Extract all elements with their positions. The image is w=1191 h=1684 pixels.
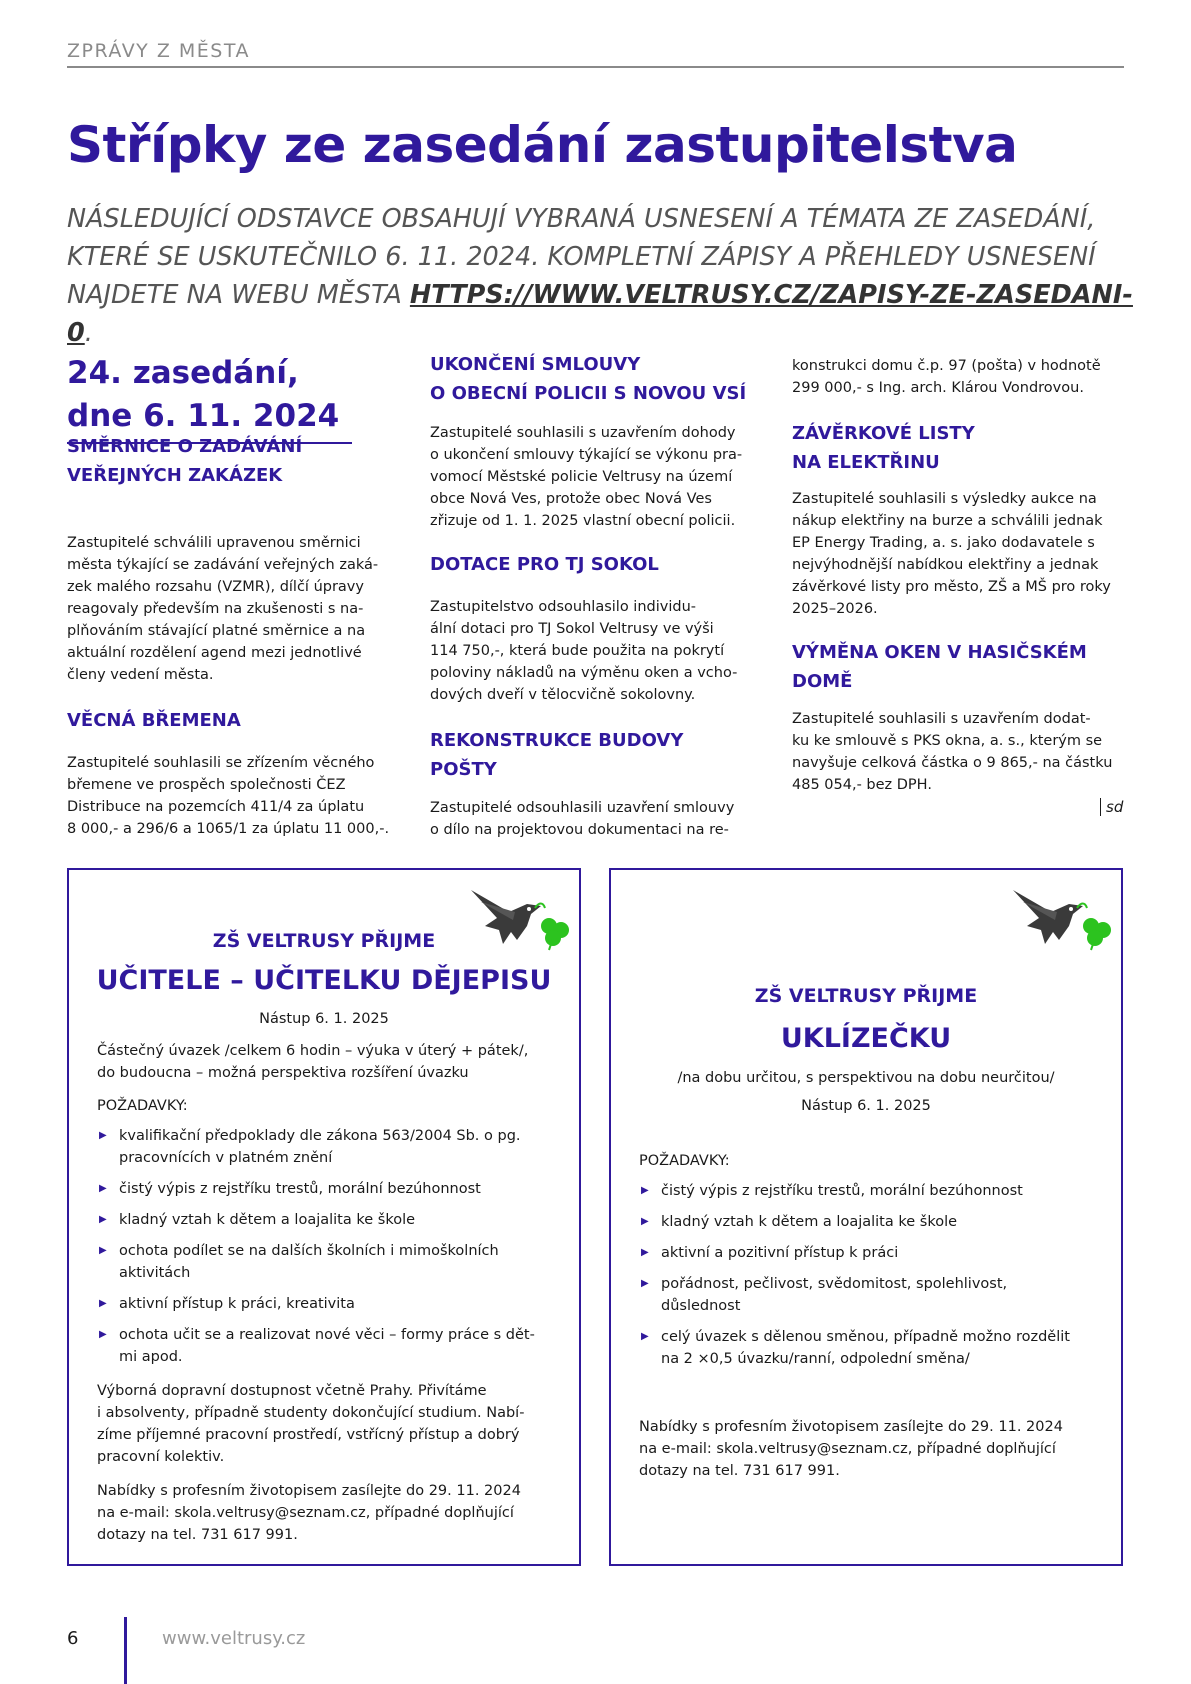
text-line: 2025–2026. [792, 601, 878, 617]
heading-line: REKONSTRUKCE BUDOVY [430, 730, 684, 751]
text-line: do budoucna – možná perspektiva rozšíření úvazku [97, 1065, 469, 1081]
text-line: dotazy na tel. 731 617 991. [639, 1463, 840, 1479]
triangle-bullet-icon: ▶ [99, 1329, 107, 1340]
text-line: dových dveří v tělocvičně sokolovny. [430, 687, 696, 703]
page-number: 6 [67, 1628, 79, 1649]
heading-post-office [430, 726, 683, 784]
text-line: důslednost [661, 1298, 741, 1314]
heading-line: POŠTY [430, 759, 497, 780]
paragraph-police-contract [430, 422, 742, 532]
session-date: dne 6. 11. 2024 [67, 398, 340, 434]
text-line: pracovní kolektiv. [97, 1449, 225, 1465]
list-item [639, 1242, 1101, 1264]
list-item [97, 1125, 559, 1169]
intro-line: KTERÉ SE USKUTEČNILO 6. 11. 2024. KOMPLETNÍ ZÁPISY A PŘEHLEDY USNESENÍ [67, 242, 1096, 272]
text-line: aktivitách [119, 1265, 191, 1281]
text-line: na 2 ×0,5 úvazku/ranní, odpolední směna/ [661, 1351, 970, 1367]
text-line: i absolventy, případně studenty dokončující studium. Nabí- [97, 1405, 525, 1421]
text-line: Distribuce na pozemcích 411/4 za úplatu [67, 799, 365, 815]
text-line: nákup elektřiny na burze a schválili jednak [792, 513, 1103, 529]
text-line: ální dotaci pro TJ Sokol Veltrusy ve výši [430, 621, 714, 637]
heading-line: VÝMĚNA OKEN V HASIČSKÉM [792, 642, 1087, 663]
text-line: EP Energy Trading, a. s. jako dodavatele s [792, 535, 1095, 551]
ad-position-title: UČITELE – UČITELKU DĚJEPISU [96, 965, 552, 996]
text-line: Zastupitelé schválili upravenou směrnici [67, 535, 361, 551]
text-line: konstrukci domu č.p. 97 (pošta) v hodnotě [792, 358, 1101, 374]
triangle-bullet-icon: ▶ [99, 1130, 107, 1141]
text-line: poloviny nákladů na výměnu oken a vcho- [430, 665, 738, 681]
text-line: členy vedení města. [67, 667, 214, 683]
triangle-bullet-icon: ▶ [99, 1245, 107, 1256]
text-line: kladný vztah k dětem a loajalita ke škole [119, 1212, 416, 1228]
heading-police-contract [430, 350, 746, 408]
text-line: čistý výpis z rejstříku trestů, morální bezúhonnost [119, 1181, 481, 1197]
text-line: Zastupitelé souhlasili se zřízením věcného [67, 755, 375, 771]
session-number: 24. zasedání, [67, 355, 299, 391]
list-item [639, 1326, 1101, 1370]
list-item [97, 1324, 559, 1368]
text-line: zíme příjemné pracovní prostředí, vstřícný přístup a dobrý [97, 1427, 520, 1443]
triangle-bullet-icon: ▶ [641, 1216, 649, 1227]
text-line: zřizuje od 1. 1. 2025 vlastní obecní policii. [430, 513, 736, 529]
ad-start-date: Nástup 6. 1. 2025 [801, 1098, 931, 1114]
triangle-bullet-icon: ▶ [641, 1331, 649, 1342]
footer-divider [124, 1617, 127, 1684]
heading-line: SMĚRNICE O ZADÁVÁNÍ [67, 436, 303, 457]
ad-requirements-label: POŽADAVKY: [97, 1098, 188, 1114]
list-item [639, 1273, 1101, 1317]
ad-term: /na dobu určitou, s perspektivou na dobu neurčitou/ [677, 1070, 1055, 1086]
text-line: navyšuje celková částka o 9 865,- na částku [792, 755, 1113, 771]
text-line: aktuální rozdělení agend mezi jednotlivé [67, 645, 362, 661]
text-line: o dílo na projektovou dokumentaci na re- [430, 822, 729, 838]
bird-with-clover-icon [1011, 882, 1111, 952]
intro-paragraph [67, 200, 1137, 352]
heading-line: ZÁVĚRKOVÉ LISTY [792, 423, 975, 444]
intro-line [67, 276, 1137, 352]
job-ad-cleaner [609, 868, 1123, 1566]
ad-subtitle: ZŠ VELTRUSY PŘIJME [754, 985, 978, 1007]
ad-intro [97, 1040, 555, 1084]
section-divider [67, 66, 1124, 68]
triangle-bullet-icon: ▶ [99, 1183, 107, 1194]
footer-website-link[interactable]: www.veltrusy.cz [162, 1628, 306, 1649]
ad-start-date: Nástup 6. 1. 2025 [259, 1011, 389, 1027]
text-line: břemene ve prospěch společnosti ČEZ [67, 777, 346, 793]
text-line: Částečný úvazek /celkem 6 hodin – výuka v úterý + pátek/, [97, 1043, 529, 1059]
text-line: zek malého rozsahu (VZMR), dílčí úpravy [67, 579, 364, 595]
text-line: čistý výpis z rejstříku trestů, morální bezúhonnost [661, 1183, 1023, 1199]
text-line: Nabídky s profesním životopisem zasílejte do 29. 11. 2024 [97, 1483, 521, 1499]
text-line: vomocí Městské policie Veltrusy na území [430, 469, 733, 485]
paragraph-post-office [430, 797, 734, 841]
intro-end: . [84, 318, 93, 348]
ad-subtitle: ZŠ VELTRUSY PŘIJME [212, 930, 436, 952]
text-line: pracovnících v platném znění [119, 1150, 333, 1166]
heading-procurement [67, 432, 302, 490]
text-line: Zastupitelé odsouhlasili uzavření smlouvy [430, 800, 735, 816]
text-line: dotazy na tel. 731 617 991. [97, 1527, 298, 1543]
text-line: kvalifikační předpoklady dle zákona 563/2004 Sb. o pg. [119, 1128, 521, 1144]
list-item [639, 1180, 1101, 1202]
text-line: 114 750,-, která bude použita na pokrytí [430, 643, 725, 659]
ad-requirements-list [639, 1180, 1101, 1379]
text-line: aktivní a pozitivní přístup k práci [661, 1245, 899, 1261]
ad-position-title: UKLÍZEČKU [780, 1023, 952, 1054]
section-label: ZPRÁVY Z MĚSTA [67, 40, 250, 62]
text-line: města týkající se zadávání veřejných zaká- [67, 557, 379, 573]
text-line: Zastupitelstvo odsouhlasilo individu- [430, 599, 696, 615]
text-line: Výborná dopravní dostupnost včetně Prahy. Přivítáme [97, 1383, 487, 1399]
page-title: Střípky ze zasedání zastupitelstva [67, 116, 1018, 174]
list-item [639, 1211, 1101, 1233]
text-line: ku ke smlouvě s PKS okna, a. s., kterým se [792, 733, 1103, 749]
text-line: nejvýhodnější nabídkou elektřiny a jednak [792, 557, 1099, 573]
heading-sokol-grant: DOTACE PRO TJ SOKOL [430, 554, 659, 575]
job-ad-teacher [67, 868, 581, 1566]
triangle-bullet-icon: ▶ [99, 1298, 107, 1309]
heading-line: NA ELEKTŘINU [792, 452, 940, 473]
heading-line: UKONČENÍ SMLOUVY [430, 354, 641, 375]
text-line: reagovaly především na zkušenosti s na- [67, 601, 364, 617]
list-item [97, 1209, 559, 1231]
text-line: ochota učit se a realizovat nové věci – formy práce s dět- [119, 1327, 535, 1343]
heading-electricity [792, 419, 975, 477]
intro-line: NÁSLEDUJÍCÍ ODSTAVCE OBSAHUJÍ VYBRANÁ USNESENÍ A TÉMATA ZE ZASEDÁNÍ, [67, 204, 1096, 234]
text-line: celý úvazek s dělenou směnou, případně možno rozdělit [661, 1329, 1070, 1345]
text-line: na e-mail: skola.veltrusy@seznam.cz, případné doplňující [639, 1441, 1056, 1457]
paragraph-electricity [792, 488, 1111, 620]
minutes-link[interactable]: HTTPS://WWW.VELTRUSY.CZ/ZAPISY-ZE-ZASEDANI-0 [67, 280, 1133, 348]
text-line: Zastupitelé souhlasili s uzavřením dohody [430, 425, 736, 441]
heading-line: VEŘEJNÝCH ZAKÁZEK [67, 465, 283, 486]
paragraph-post-office-cont [792, 355, 1101, 399]
text-line: mi apod. [119, 1349, 183, 1365]
text-line: aktivní přístup k práci, kreativita [119, 1296, 355, 1312]
heading-fire-station-windows [792, 638, 1087, 696]
heading-easements: VĚCNÁ BŘEMENA [67, 710, 241, 731]
text-line: Nabídky s profesním životopisem zasílejte do 29. 11. 2024 [639, 1419, 1063, 1435]
session-heading [67, 352, 339, 438]
list-item [97, 1178, 559, 1200]
triangle-bullet-icon: ▶ [641, 1185, 649, 1196]
heading-line: DOMĚ [792, 671, 853, 692]
list-item [97, 1240, 559, 1284]
text-line: 299 000,- s Ing. arch. Klárou Vondrovou. [792, 380, 1084, 396]
paragraph-sokol-grant [430, 596, 737, 706]
triangle-bullet-icon: ▶ [641, 1247, 649, 1258]
ad-requirements-list [97, 1125, 559, 1377]
triangle-bullet-icon: ▶ [641, 1278, 649, 1289]
ad-offer [97, 1380, 555, 1468]
ad-requirements-label: POŽADAVKY: [639, 1153, 730, 1169]
text-line: 485 054,- bez DPH. [792, 777, 932, 793]
ad-contact [97, 1480, 555, 1546]
text-line: závěrkové listy pro město, ZŠ a MŠ pro roky [792, 579, 1111, 595]
paragraph-fire-station-windows [792, 708, 1112, 796]
list-item [97, 1293, 559, 1315]
text-line: plňováním stávající platné směrnice a na [67, 623, 366, 639]
text-line: 8 000,- a 296/6 a 1065/1 za úplatu 11 000,-. [67, 821, 390, 837]
paragraph-easements [67, 752, 389, 840]
text-line: Zastupitelé souhlasili s výsledky aukce na [792, 491, 1097, 507]
author-signature: sd [1100, 798, 1123, 816]
ad-contact [639, 1416, 1097, 1482]
intro-line-text: NAJDETE NA WEBU MĚSTA [67, 280, 410, 310]
triangle-bullet-icon: ▶ [99, 1214, 107, 1225]
text-line: ochota podílet se na dalších školních i mimoškolních [119, 1243, 499, 1259]
text-line: pořádnost, pečlivost, svědomitost, spolehlivost, [661, 1276, 1008, 1292]
text-line: na e-mail: skola.veltrusy@seznam.cz, případné doplňující [97, 1505, 514, 1521]
text-line: obce Nová Ves, protože obec Nová Ves [430, 491, 712, 507]
text-line: kladný vztah k dětem a loajalita ke škole [661, 1214, 958, 1230]
heading-line: O OBECNÍ POLICII S NOVOU VSÍ [430, 383, 747, 404]
text-line: o ukončení smlouvy týkající se výkonu pra- [430, 447, 743, 463]
text-line: Zastupitelé souhlasili s uzavřením dodat- [792, 711, 1091, 727]
paragraph-procurement [67, 532, 378, 686]
